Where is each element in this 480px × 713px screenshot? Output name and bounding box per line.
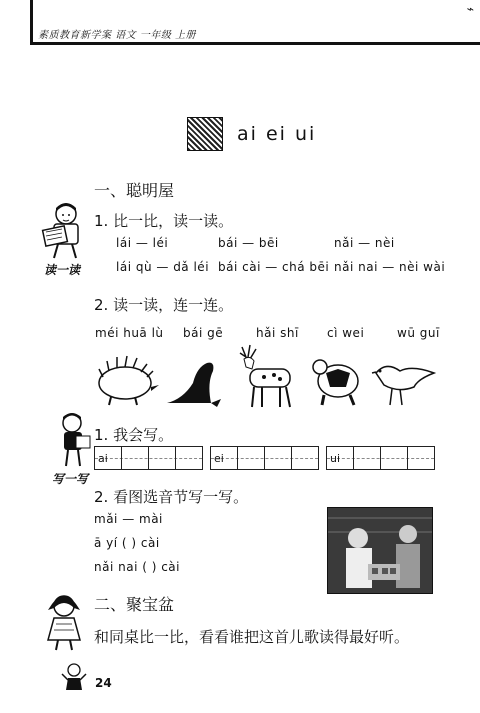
write-prompt-1: 1. 我会写。 xyxy=(94,426,174,444)
pinyin-r2-c3: nǎi nai — nèi wài xyxy=(334,260,446,274)
writing-boy-icon xyxy=(54,412,94,468)
footer-figure-icon xyxy=(60,662,88,696)
title-pattern-icon xyxy=(187,117,223,151)
hedgehog-icon xyxy=(99,356,159,405)
grid-label-ui: ui xyxy=(330,452,341,465)
word-turtle: wū guī xyxy=(397,326,440,340)
section-title-2: 二、聚宝盆 xyxy=(94,595,175,614)
grid-label-ei: ei xyxy=(214,452,224,465)
syllable-choice: mǎi — mài xyxy=(94,512,163,526)
section-title-1: 一、聪明屋 xyxy=(94,181,175,200)
word-deer: méi huā lù xyxy=(95,326,164,340)
pinyin-r2-c1: lái qù — dǎ léi xyxy=(116,260,210,274)
grid-label-ai: ai xyxy=(98,452,108,465)
word-dove: bái gē xyxy=(183,326,224,340)
pinyin-r2-c2: bái cài — chá bēi xyxy=(218,260,330,274)
header-border xyxy=(30,0,33,44)
pinyin-r1-c1: lái — léi xyxy=(116,236,169,250)
section-2-text: 和同桌比一比，看看谁把这首儿歌读得最好听。 xyxy=(94,628,410,646)
question-2-prompt: 2. 读一读，连一连。 xyxy=(94,296,234,314)
deer-icon xyxy=(240,345,290,407)
writing-grids xyxy=(94,446,442,470)
word-hedgehog: cì wei xyxy=(327,326,365,340)
side-label-read: 读一读 xyxy=(44,263,81,277)
pinyin-r1-c3: nǎi — nèi xyxy=(334,236,395,250)
write-prompt-2: 2. 看图选音节写一写。 xyxy=(94,488,249,506)
side-label-write: 写一写 xyxy=(52,472,89,486)
turtle-icon xyxy=(313,360,358,405)
seal-icon xyxy=(167,363,221,407)
dove-icon xyxy=(372,366,434,405)
fill-blank-2[interactable]: nǎi nai ( ) cài xyxy=(94,560,180,574)
writing-grid-ei[interactable] xyxy=(210,446,319,470)
header-rule xyxy=(30,42,480,45)
page-number: 24 xyxy=(95,676,112,690)
girl-icon xyxy=(40,592,88,652)
running-header: 素质教育新学案 语文 一年级 上册 xyxy=(38,30,197,41)
fill-blank-1[interactable]: ā yí ( ) cài xyxy=(94,536,160,550)
reading-boy-icon xyxy=(40,202,90,260)
pinyin-r1-c2: bái — bēi xyxy=(218,236,279,250)
question-1-prompt: 1. 比一比，读一读。 xyxy=(94,212,234,230)
word-seal: hǎi shī xyxy=(256,326,299,340)
animal-pictures xyxy=(95,343,440,411)
shopping-photo xyxy=(327,507,433,594)
lesson-title xyxy=(187,118,316,150)
lesson-title-text: ai ei ui xyxy=(237,123,317,145)
writing-grid-ui[interactable] xyxy=(326,446,435,470)
writing-grid-ai[interactable] xyxy=(94,446,203,470)
corner-mark-icon: ⌁ xyxy=(466,2,474,16)
